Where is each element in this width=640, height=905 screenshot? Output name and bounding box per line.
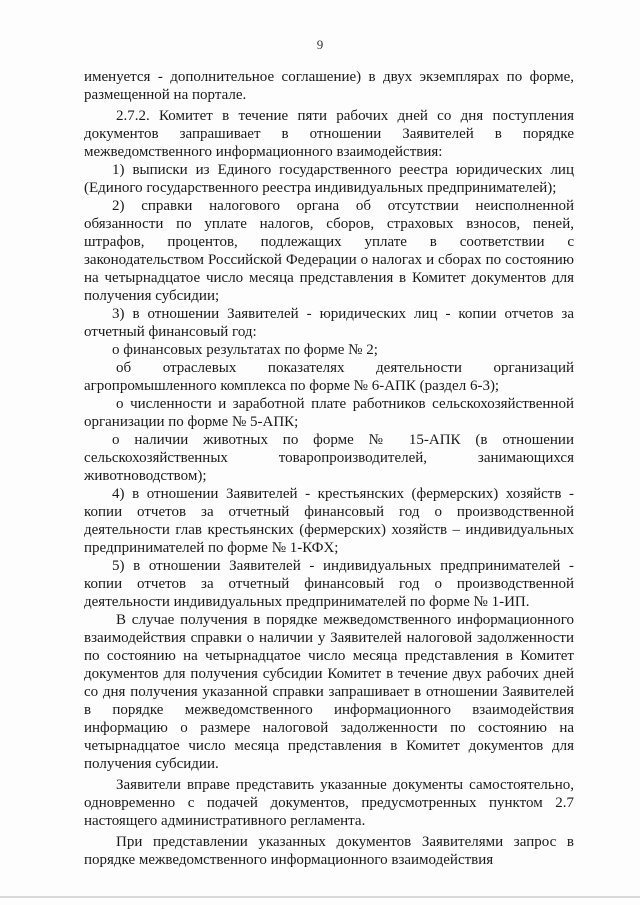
list-item-3c: о численности и заработной плате работников сельскохозяйственной организации по форме № 5-АПК; bbox=[84, 396, 574, 430]
list-item-5: 5) в отношении Заявителей - индивидуальных предпринимателей - копии отчетов за отчетный финансовый год о производственной деятельности индивидуальных предпринимателей по форме № 1-ИП. bbox=[84, 558, 574, 610]
paragraph-2-7-2: 2.7.2. Комитет в течение пяти рабочих дней со дня поступления документов запрашивает в отношении Заявителей в порядке межведомственного информационного взаимодействия: bbox=[84, 108, 574, 160]
document-body bbox=[84, 68, 574, 869]
list-item-1: 1) выписки из Единого государственного реестра юридических лиц (Единого государственного реестра индивидуальных предпринимателей); bbox=[84, 162, 574, 196]
list-item-3: 3) в отношении Заявителей - юридических лиц - копии отчетов за отчетный финансовый год: bbox=[84, 306, 574, 340]
paragraph-tax-debt: В случае получения в порядке межведомственного информационного взаимодействия справки о наличии у Заявителей налоговой задолженности по состоянию на четырнадцатое число месяца представления в Комитет документов для получения субсидии Комитет в течение двух рабочих дней со дня получения указанной справки запрашивает в отношении Заявителей в порядке межведомственного информационного взаимодействия информацию о размере налоговой задолженности по состоянию на четырнадцатое число месяца представления в Комитет документов для получения субсидии. bbox=[84, 612, 574, 772]
list-item-3b: об отраслевых показателях деятельности организаций агропромышленного комплекса по форме № 6-АПК (раздел 6-3); bbox=[84, 360, 574, 394]
page-bottom-edge bbox=[0, 896, 640, 898]
paragraph-continuation: именуется - дополнительное соглашение) в двух экземплярах по форме, размещенной на портале. bbox=[84, 69, 574, 103]
list-item-4: 4) в отношении Заявителей - крестьянских (фермерских) хозяйств - копии отчетов за отчетный финансовый год о производственной деятельности глав крестьянских (фермерских) хозяйств – индивидуальных предпринимателей по форме № 1-КФХ; bbox=[84, 486, 574, 556]
list-item-2: 2) справки налогового органа об отсутствии неисполненной обязанности по уплате налогов, сборов, страховых взносов, пеней, штрафов, процентов, подлежащих уплате в соответствии с законодательством Российской Федерации о налогах и сборах по состоянию на четырнадцатое число месяца представления в Комитет документов для получения субсидии; bbox=[84, 198, 574, 304]
paragraph-last: При представлении указанных документов Заявителями запрос в порядке межведомственного информационного взаимодействия bbox=[84, 834, 574, 868]
list-item-3a: о финансовых результатах по форме № 2; bbox=[112, 342, 378, 358]
list-item-3d: о наличии животных по форме № 15-АПК (в отношении сельскохозяйственных товаропроизводителей, занимающихся животноводством); bbox=[84, 432, 574, 484]
page-number: 9 bbox=[316, 37, 324, 52]
paragraph-self-submit: Заявители вправе представить указанные документы самостоятельно, одновременно с подачей документов, предусмотренных пунктом 2.7 настоящего административного регламента. bbox=[84, 777, 574, 829]
